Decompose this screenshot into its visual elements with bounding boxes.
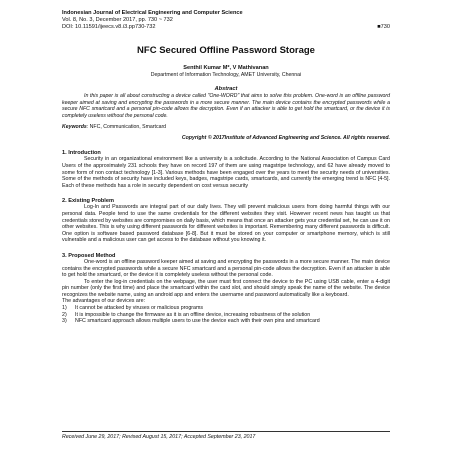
list-item — [62, 312, 390, 319]
section-paragraph: Security in an organizational environment like a university is a solicitude. According to the National Association of Campus Card Users of the approximately 231 schools they have on record 197 of them are using magstripe technology, and 62 have already moved to some form of non contact technology [1-3]. Various methods have been engaged over the years to meet the security needs of universities. Some of the methods of security have included keys, badges, magstripe cards, smartcards, and currently the emerging trend is NFC [4-5]. Each of these methods has a role in security dependent on cost versus security — [62, 156, 390, 189]
page-marker: ■730 — [377, 24, 390, 30]
section-heading-proposed-method: 3. Proposed Method — [62, 252, 116, 259]
section-heading-introduction: 1. Introduction — [62, 150, 101, 157]
journal-header — [62, 10, 390, 31]
journal-doi: DOI: 10.11591/ijeecs.v8.i3.pp730-732 — [62, 24, 156, 30]
section-paragraph: Log-In and Passwords are integral part of our daily lives. They will prevent malicious users from doing harmful things with our personal data. People tend to use the same credentials for the different websites they visit. However recent news has taught us that credentials stored by websites are compromises on daily basis, which means that once an attacker gets your credential set, he can use it on other websites. This is why using different passwords for different websites is important. Remembering many different passwords is difficult. One option is software based password database [6-8]. But it must be stored on your computer or smartphone memory, which is still vulnerable and a malicious user can get access to the database without you knowing it. — [62, 204, 390, 244]
paper-page — [62, 10, 390, 325]
keywords-text: : NFC, Communication, Smartcard — [86, 124, 167, 131]
advantages-intro: The advantages of our devices are: — [62, 298, 146, 305]
abstract-heading: Abstract — [214, 86, 238, 92]
list-item — [62, 318, 390, 325]
advantages-list — [62, 305, 390, 325]
section-heading-existing-problem: 2. Existing Problem — [62, 198, 114, 205]
list-text: NFC smartcard approach allows multiple users to use the device each with their own pins and smartcard — [75, 318, 320, 325]
paper-title: NFC Secured Offline Password Storage — [137, 45, 315, 56]
list-text: It cannot be attacked by viruses or malicious programs — [75, 305, 204, 312]
received-dates-footer: Received June 29, 2017; Revised August 15, 2017; Accepted September 23, 2017 — [62, 431, 390, 440]
section-paragraph: To enter the log-in credentials on the webpage, the user must first connect the device to the PC using USB cable, enter a 4-digit pin number (only the first time) and place the smartcard within the card slot, and should simply speak the name of the website. The device recognizes the website name, using an android app and enters the username and password automatically like a keyboard. — [62, 278, 390, 298]
paper-authors: Senthil Kumar M*, V Mathivanan — [183, 65, 269, 71]
copyright-line: Copyright © 2017Institute of Advanced Engineering and Science. All rights reserved. — [181, 135, 390, 142]
list-item — [62, 305, 390, 312]
section-paragraph: One-word is an offline password keeper aimed at saving and encrypting the passwords in a more secure manner. The main device contains the encrypted passwords while a secure NFC smartcard and a personal pin-code allows the decryption. Even if an attacker is able to get hold the smartcard, or the device it is completely useless without the personal code. — [62, 258, 390, 279]
list-number: 3) — [62, 318, 67, 325]
journal-name: Indonesian Journal of Electrical Engineering and Computer Science — [62, 10, 243, 16]
list-number: 1) — [62, 305, 67, 312]
keywords-label: Keywords — [62, 124, 87, 131]
list-text: It is impossible to change the firmware as it is an offline device, increasing robustness of the solution — [75, 311, 311, 318]
author-affiliation: Department of Information Technology, AMET University, Chennai — [150, 72, 302, 78]
journal-volume: Vol. 8, No. 3, December 2017, pp. 730 ~ 732 — [62, 17, 173, 23]
abstract-text: In this paper is all about constructing a device called "One-WORD" that aims to solve this problem. One-word is an offline password keeper aimed at saving and encrypting the passwords in a more secure manner. The main device contains the encrypted passwords while a secure NFC smartcard and a personal pin-code allows the decryption. Even if an attacker is able to get hold the smartcard, or the device it is completely useless without the personal code. — [62, 93, 390, 119]
list-number: 2) — [62, 311, 67, 318]
keywords — [62, 124, 390, 130]
